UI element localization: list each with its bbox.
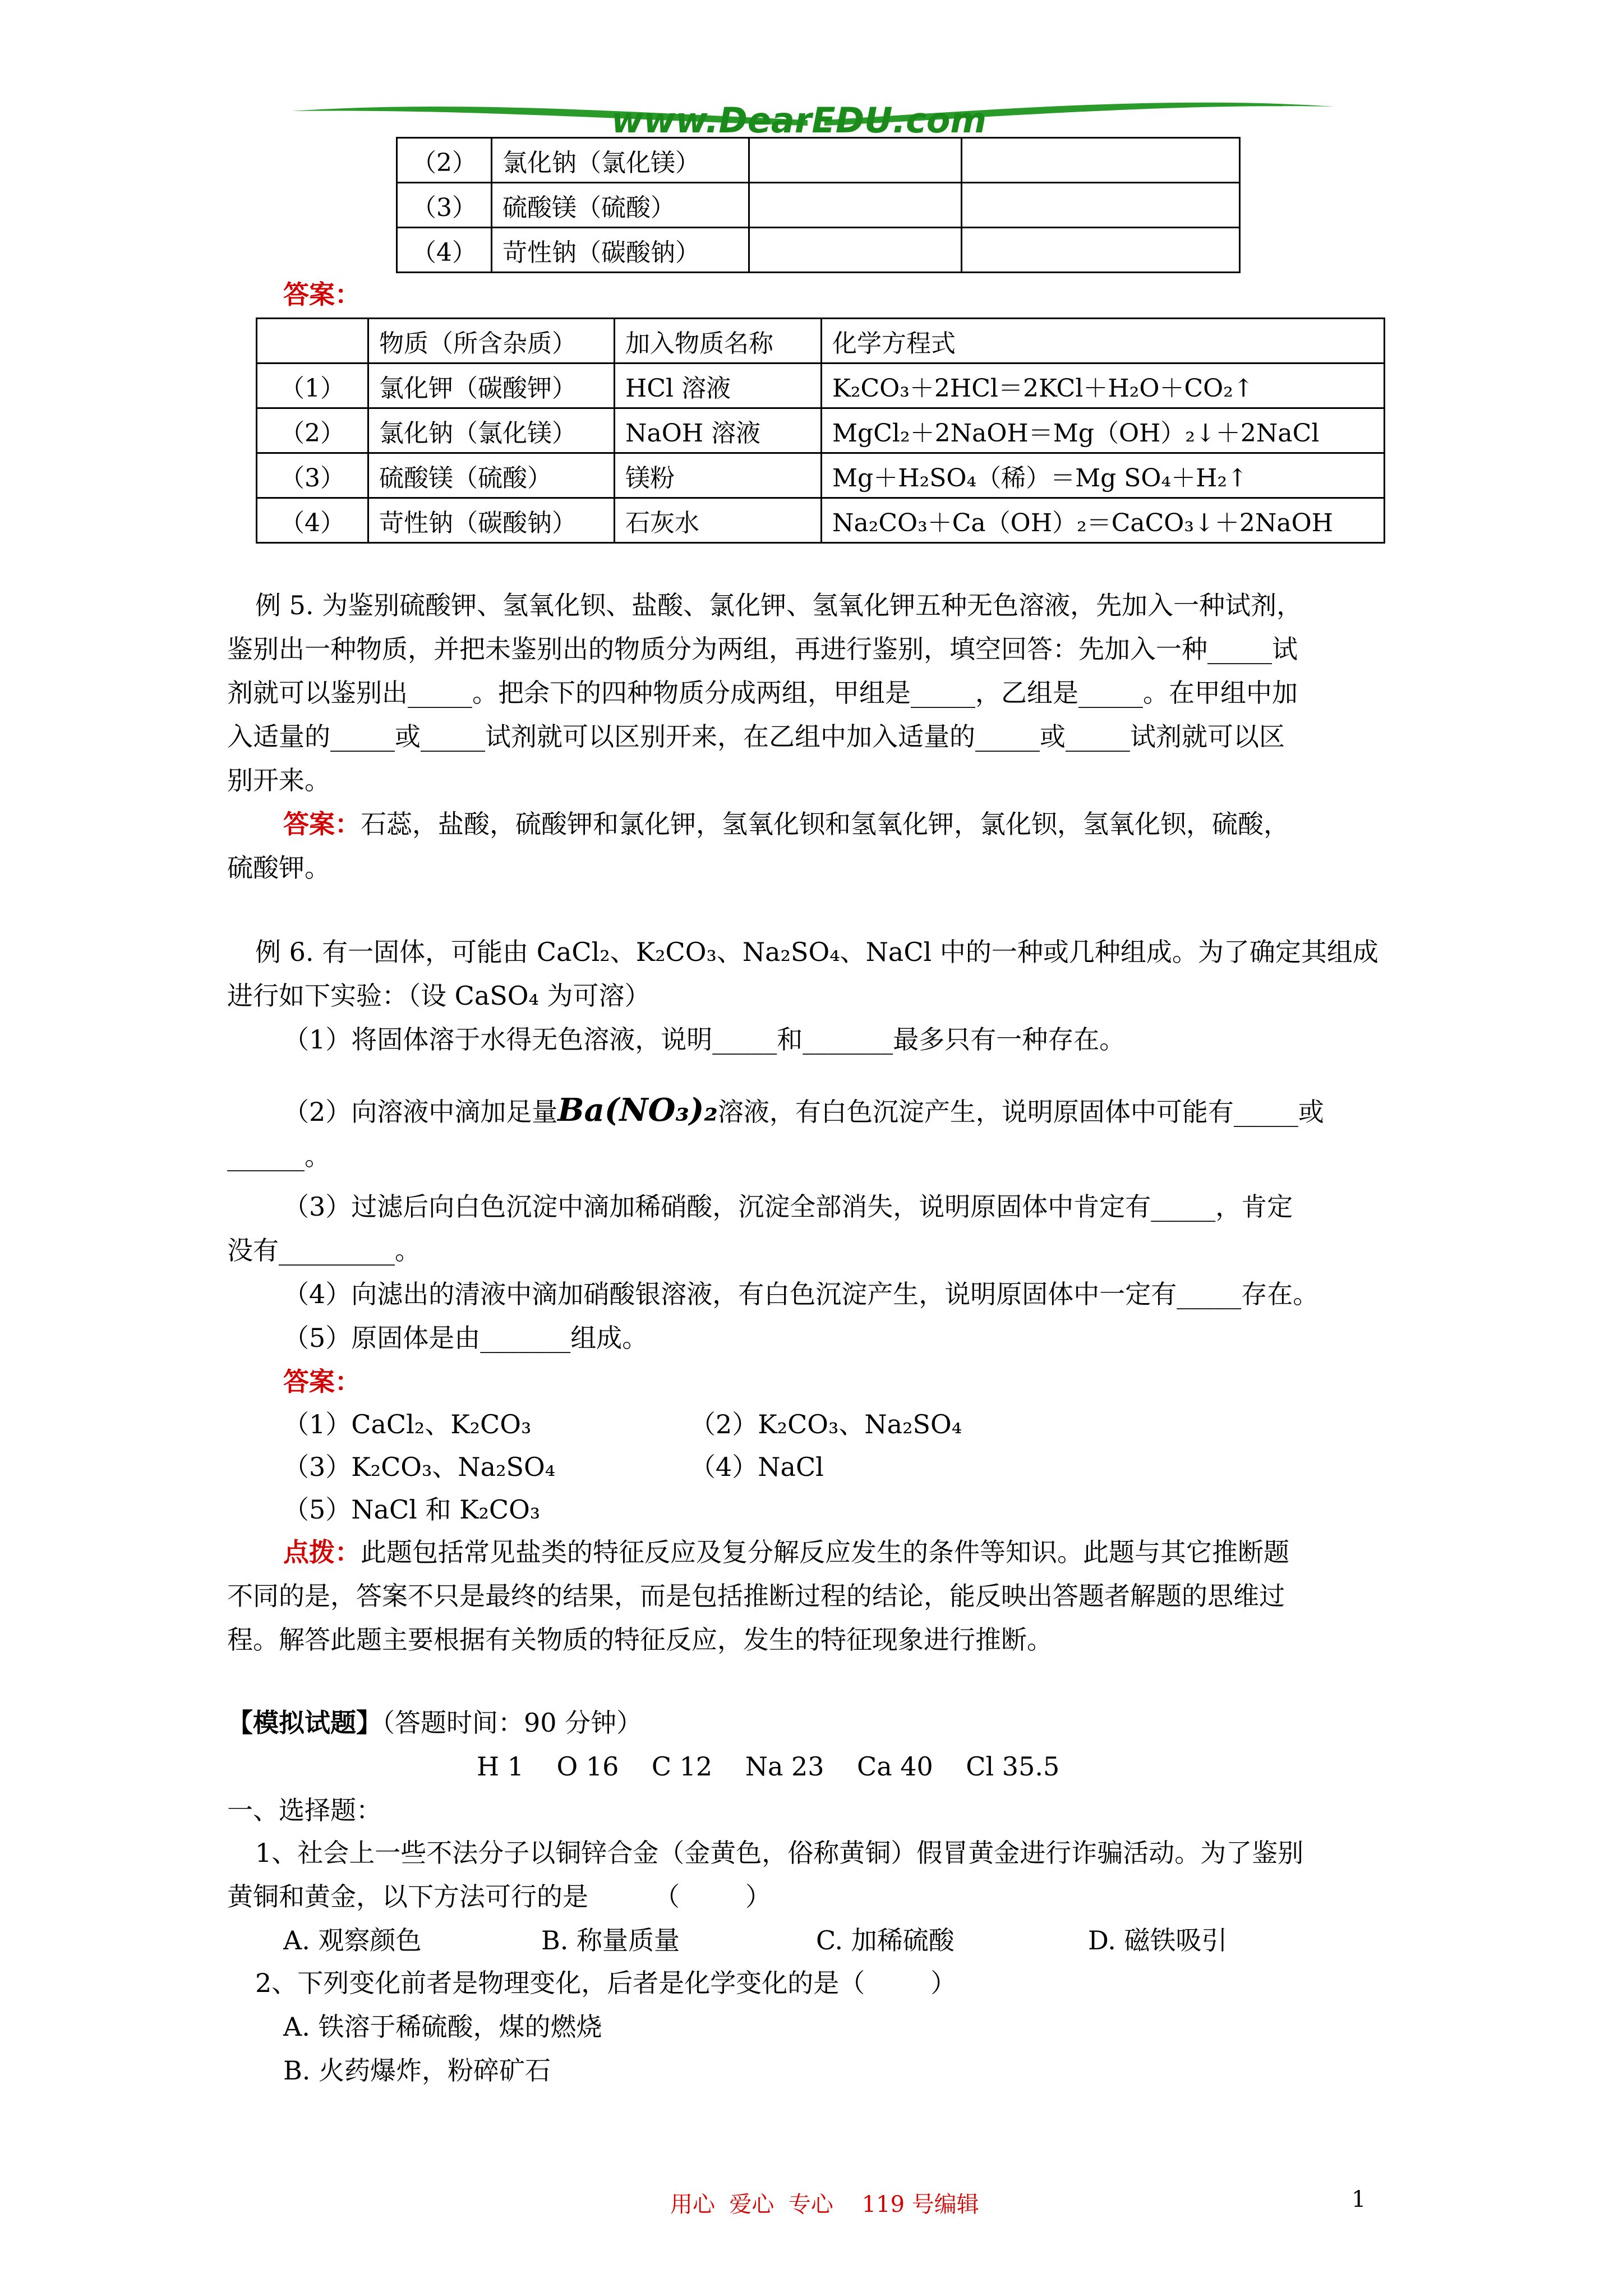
- ex5-line: 入适量的_____或_____试剂就可以区别开来，在乙组中加入适量的_____或_____试剂就可以区: [227, 721, 1285, 752]
- sim-time: （答题时间：90 分钟）: [382, 1708, 643, 1738]
- ex6-answer: （4）NaCl: [690, 1452, 824, 1482]
- table-cell: 硫酸镁（硫酸）: [492, 183, 749, 228]
- q2-text: （2）向溶液中滴加足量: [283, 1097, 558, 1127]
- table-header: 化学方程式: [822, 319, 1385, 364]
- table-cell: 苛性钠（碳酸钠）: [492, 228, 749, 273]
- table-cell: （4）: [397, 228, 492, 273]
- option-b: B. 火药爆炸，粉碎矿石: [283, 2055, 551, 2086]
- table-cell: NaOH 溶液: [615, 408, 822, 453]
- table-header-row: [257, 319, 1385, 364]
- ex5-line: 例 5. 为鉴别硫酸钾、氢氧化钡、盐酸、氯化钾、氢氧化钾五种无色溶液，先加入一种试剂，: [255, 590, 1303, 620]
- atomic-masses: H 1 O 16 C 12 Na 23 Ca 40 Cl 35.5: [477, 1751, 1060, 1782]
- table-cell: [749, 183, 962, 228]
- footer-text: 用心 爱心 专心 119 号编辑: [670, 2192, 979, 2217]
- ex5-answer: [283, 807, 1289, 841]
- table-cell: 硫酸镁（硫酸）: [368, 453, 615, 498]
- table-cell: （2）: [257, 408, 368, 453]
- ex5-line: 剂就可以鉴别出_____。把余下的四种物质分成两组，甲组是_____，乙组是_____。在甲组中加: [227, 678, 1298, 708]
- answer-label: 答案：: [283, 809, 361, 839]
- ex5-line: 别开来。: [227, 765, 330, 795]
- option-a: A. 铁溶于稀硫酸，煤的燃烧: [283, 2012, 602, 2042]
- ex6-question: （5）原固体是由_______组成。: [283, 1323, 648, 1353]
- ex6-tip: [283, 1535, 1289, 1570]
- ex6-answer: （5）NaCl 和 K₂CO₃: [283, 1494, 541, 1525]
- table-header: 物质（所含杂质）: [368, 319, 615, 364]
- table-cell: 氯化钾（碳酸钾）: [368, 364, 615, 408]
- table-row: [397, 228, 1240, 273]
- table-row: [257, 408, 1385, 453]
- table-row: [397, 183, 1240, 228]
- sim-title: [227, 1705, 642, 1740]
- table-cell: [749, 228, 962, 273]
- table-row: [397, 138, 1240, 183]
- table-cell: K₂CO₃＋2HCl＝2KCl＋H₂O＋CO₂↑: [822, 364, 1385, 408]
- sim-question: 黄铜和黄金，以下方法可行的是 （ ）: [227, 1881, 771, 1912]
- ex6-answer: （2）K₂CO₃、Na₂SO₄: [690, 1409, 962, 1439]
- q2-text: 溶液，有白色沉淀产生，说明原固体中可能有_____或: [717, 1097, 1324, 1127]
- ex6-answer: （3）K₂CO₃、Na₂SO₄: [283, 1452, 556, 1482]
- table-cell: [749, 138, 962, 183]
- table-header: 加入物质名称: [615, 319, 822, 364]
- answer-label: 答案：: [283, 279, 361, 310]
- ex6-answer: （1）CaCl₂、K₂CO₃: [283, 1409, 532, 1439]
- sim-question: 1、社会上一些不法分子以铜锌合金（金黄色，俗称黄铜）假冒黄金进行诈骗活动。为了鉴别: [255, 1838, 1304, 1868]
- option-c: C. 加稀硫酸: [816, 1925, 955, 1955]
- ex5-line: 鉴别出一种物质，并把未鉴别出的物质分为两组，再进行鉴别，填空回答：先加入一种_____试: [227, 634, 1298, 664]
- ex5-answer-cont: 硫酸钾。: [227, 853, 330, 883]
- ex6-question: （3）过滤后向白色沉淀中滴加稀硝酸，沉淀全部消失，说明原固体中肯定有_____，肯定: [283, 1191, 1293, 1222]
- logo-text: www.DearEDU.com: [611, 100, 987, 141]
- ex6-question: [283, 1093, 1324, 1129]
- section-title: 一、选择题：: [227, 1795, 382, 1825]
- answer-text: 石蕊，盐酸，硫酸钾和氯化钾，氢氧化钡和氢氧化钾，氯化钡，氢氧化钡，硫酸，: [361, 809, 1289, 839]
- sim-title-text: 【模拟试题】: [227, 1708, 382, 1738]
- option-b: B. 称量质量: [541, 1925, 680, 1955]
- table-cell: Mg＋H₂SO₄（稀）＝Mg SO₄＋H₂↑: [822, 453, 1385, 498]
- table-row: [257, 453, 1385, 498]
- table-cell: 氯化钠（氯化镁）: [492, 138, 749, 183]
- table-cell: HCl 溶液: [615, 364, 822, 408]
- sim-question: 2、下列变化前者是物理变化，后者是化学变化的是（ ）: [255, 1968, 957, 1998]
- ex6-tip: 不同的是，答案不只是最终的结果，而是包括推断过程的结论，能反映出答题者解题的思维过: [227, 1581, 1285, 1611]
- ex6-tip: 程。解答此题主要根据有关物质的特征反应，发生的特征现象进行推断。: [227, 1625, 1053, 1655]
- table-cell: 苛性钠（碳酸钠）: [368, 498, 615, 543]
- formula: Ba(NO₃)₂: [557, 1092, 718, 1129]
- option-d: D. 磁铁吸引: [1088, 1925, 1228, 1955]
- table-cell: （3）: [397, 183, 492, 228]
- table-cell: MgCl₂＋2NaOH＝Mg（OH）₂↓＋2NaCl: [822, 408, 1385, 453]
- table-cell: （3）: [257, 453, 368, 498]
- ex6-line: 例 6. 有一固体，可能由 CaCl₂、K₂CO₃、Na₂SO₄、NaCl 中的一种或几种组成。为了确定其组成: [255, 937, 1378, 967]
- answer-table: [256, 318, 1385, 544]
- option-a: A. 观察颜色: [283, 1925, 422, 1955]
- table-header: [257, 319, 368, 364]
- table-cell: （4）: [257, 498, 368, 543]
- ex6-question-cont: ______。: [227, 1141, 330, 1171]
- table-cell: 镁粉: [615, 453, 822, 498]
- ex6-question: （4）向滤出的清液中滴加硝酸银溶液，有白色沉淀产生，说明原固体中一定有_____存在。: [283, 1279, 1319, 1309]
- tip-text: 此题包括常见盐类的特征反应及复分解反应发生的条件等知识。此题与其它推断题: [361, 1537, 1289, 1567]
- table-cell: （1）: [257, 364, 368, 408]
- table-cell: 石灰水: [615, 498, 822, 543]
- answer-label: 答案：: [283, 1366, 361, 1397]
- table-cell: [962, 228, 1240, 273]
- table-row: [257, 498, 1385, 543]
- tip-label: 点拨：: [283, 1537, 361, 1567]
- page-number: 1: [1352, 2187, 1366, 2212]
- header-logo: [292, 95, 1335, 140]
- table-cell: 氯化钠（氯化镁）: [368, 408, 615, 453]
- ex6-question: （1）将固体溶于水得无色溶液，说明_____和_______最多只有一种存在。: [283, 1024, 1126, 1055]
- ex6-question-cont: 没有_________。: [227, 1235, 421, 1266]
- table-cell: [962, 183, 1240, 228]
- table-top: [396, 137, 1241, 273]
- table-cell: Na₂CO₃＋Ca（OH）₂＝CaCO₃↓＋2NaOH: [822, 498, 1385, 543]
- table-row: [257, 364, 1385, 408]
- table-cell: （2）: [397, 138, 492, 183]
- table-cell: [962, 138, 1240, 183]
- ex6-line: 进行如下实验：（设 CaSO₄ 为可溶）: [227, 981, 651, 1011]
